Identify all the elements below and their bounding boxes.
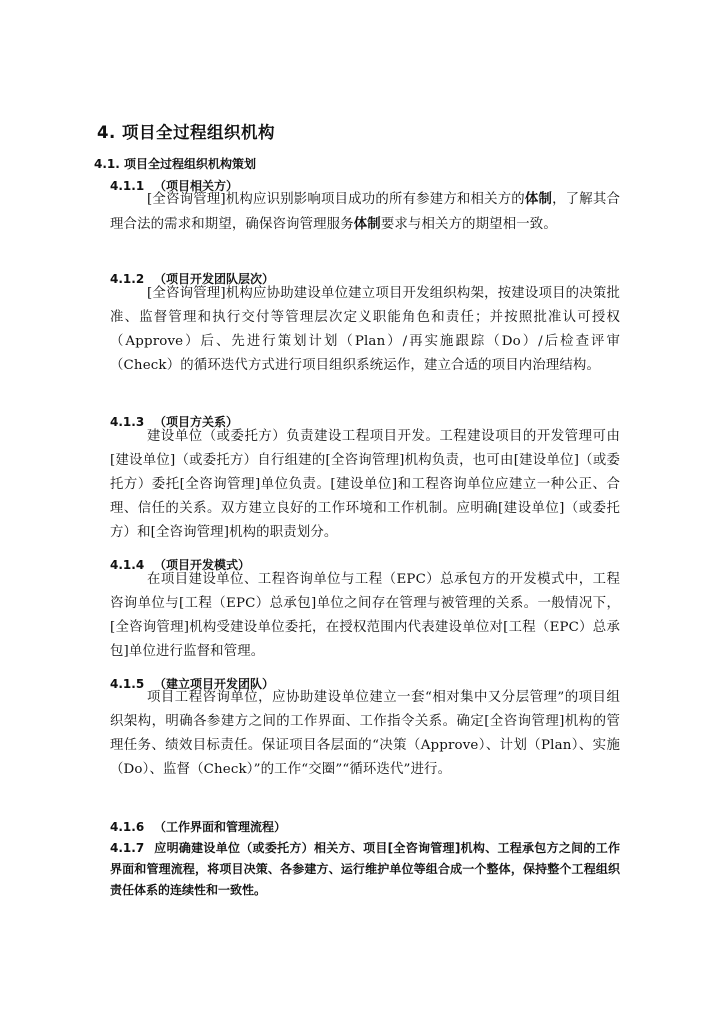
clause-title: （工作界面和管理流程） (154, 820, 287, 834)
clause-title: （项目开发模式） (154, 558, 251, 572)
text-run: ，了解其合理合法的需求和期望，确保咨询管理服务 (110, 192, 620, 232)
clause-4-1-4-text: 在项目建设单位、工程咨询单位与工程（EPC）总承包方的开发模式中，工程咨询单位与[工程（EPC）总承包]单位之间存在管理与被管理的关系。一般情况下，[全咨询管理]机构受建设单位委托，在授权范围内代表建设单位对[工程（EPC）总承包]单位进行监督和管理。 (110, 572, 620, 659)
clause-number: 4.1.6 (110, 820, 145, 834)
clause-text: 应明确建设单位（或委托方）相关方、项目[全咨询管理]机构、工程承包方之间的工作界面和管理流程，将项目决策、各参建方、运行维护单位等组合成一个整体，保持整个工程组织责任体系的连续性和一致性。 (110, 841, 620, 897)
clause-4-1-7 (110, 838, 620, 901)
clause-4-1-2-text: [全咨询管理]机构应协助建设单位建立项目开发组织构架，按建设项目的决策批准、监督管理和执行交付等管理层次定义职能角色和责任；并按照批准认可授权（Approve）后、先进行策划计划（Plan）/再实施跟踪（Do）/后检查评审（Check）的循环迭代方式进行项目组织系统运作，建立合适的项目内治理结构。 (110, 286, 620, 373)
clause-number: 4.1.3 (110, 415, 145, 429)
clause-title: （建立项目开发团队） (154, 677, 275, 691)
clause-4-1-6-heading (110, 818, 286, 835)
clause-number: 4.1.1 (110, 179, 145, 193)
clause-title: （项目相关方） (154, 179, 239, 193)
section-heading: 4.1. 项目全过程组织机构策划 (94, 157, 256, 171)
clause-number: 4.1.5 (110, 677, 145, 691)
clause-4-1-1-text (110, 187, 620, 237)
clause-number: 4.1.2 (110, 272, 145, 286)
chapter-heading: 4. 项目全过程组织机构 (97, 123, 275, 142)
clause-4-1-3-text: 建设单位（或委托方）负责建设工程项目开发。工程建设项目的开发管理可由[建设单位]（或委托方）自行组建的[全咨询管理]机构负责，也可由[建设单位]（或委托方）委托[全咨询管理]单位负责。[建设单位]和工程咨询单位应建立一种公正、合理、信任的关系。双方建立良好的工作环境和工作机制。应明确[建设单位]（或委托方）和[全咨询管理]机构的职责划分。 (110, 429, 620, 540)
text-run: 要求与相关方的期望相一致。 (380, 217, 557, 232)
clause-title: （项目方关系） (154, 415, 239, 429)
clause-4-1-5-text: 项目工程咨询单位，应协助建设单位建立一套“相对集中又分层管理”的项目组织架构，明确各参建方之间的工作界面、工作指令关系。确定[全咨询管理]机构的管理任务、绩效目标责任。保证项目各层面的“决策（Approve）、计划（Plan）、实施（Do）、监督（Check）”的工作“交圈”“循环迭代”进行。 (110, 690, 620, 777)
clause-number: 4.1.4 (110, 558, 145, 572)
bold-term: 体制 (524, 191, 553, 207)
clause-title: （项目开发团队层次） (154, 272, 275, 286)
clause-number: 4.1.7 (110, 841, 145, 855)
bold-term: 体制 (353, 216, 381, 232)
text-run: [全咨询管理]机构应识别影响项目成功的所有参建方和相关方的 (147, 192, 525, 207)
